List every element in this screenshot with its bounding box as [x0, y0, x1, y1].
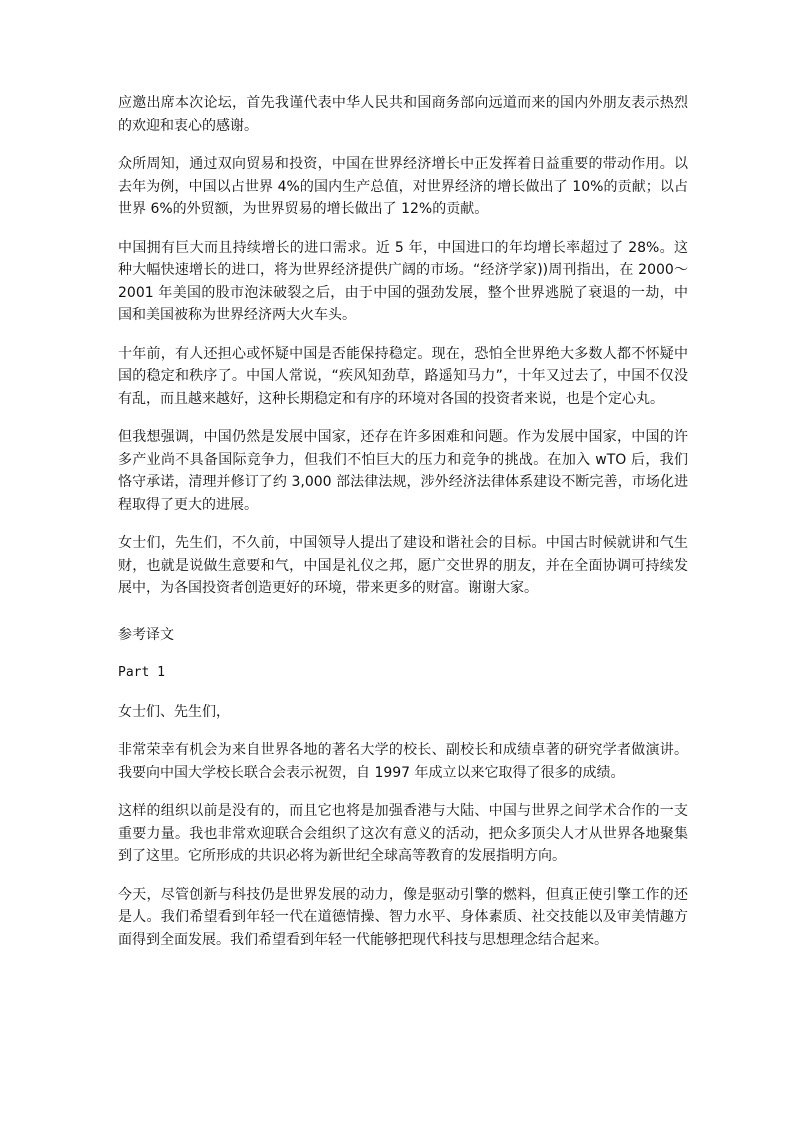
speech-paragraph-6: 女士们，先生们，不久前，中国领导人提出了建设和谐社会的目标。中国古时候就讲和气生财，也就是说做生意要和气，中国是礼仪之邦，愿广交世界的朋友，并在全面协调可持续发展中，为各国投资者创造更好的环境，带来更多的财富。谢谢大家。 [118, 535, 688, 596]
translation-paragraph-1: 非常荣幸有机会为来自世界各地的著名大学的校长、副校长和成绩卓著的研究学者做演讲。我要向中国大学校长联合会表示祝贺，自 1997 年成立以来它取得了很多的成绩。 [118, 742, 688, 781]
part-label: Part 1 [118, 665, 165, 680]
speech-paragraph-3: 中国拥有巨大而且持续增长的进口需求。近 5 年，中国进口的年均增长率超过了 28%。这种大幅快速增长的进口，将为世界经济提供广阔的市场。“经济学家))周刊指出，在 2000～2001 年美国的股市泡沫破裂之后，由于中国的强劲发展，整个世界逃脱了衰退的一劫，中国和美国被称为世界经济两大火车头。 [118, 239, 688, 323]
translation-salutation: 女士们、先生们， [118, 703, 230, 720]
document-page [118, 92, 688, 967]
speech-paragraph-4: 十年前，有人还担心或怀疑中国是否能保持稳定。现在，恐怕全世界绝大多数人都不怀疑中国的稳定和秩序了。中国人常说，“疾风知劲草，路遥知马力”，十年又过去了，中国不仅没有乱，而且越来越好，这种长期稳定和有序的环境对各国的投资者来说，也是个定心丸。 [118, 345, 688, 407]
translation-paragraph-3: 今天，尽管创新与科技仍是世界发展的动力，像是驱动引擎的燃料，但真正使引擎工作的还是人。我们希望看到年轻一代在道德情操、智力水平、身体素质、社交技能以及审美情趣方面得到全面发展。我们希望看到年轻一代能够把现代科技与思想理念结合起来。 [118, 886, 688, 948]
speech-paragraph-1: 应邀出席本次论坛，首先我谨代表中华人民共和国商务部向远道而来的国内外朋友表示热烈的欢迎和衷心的感谢。 [118, 95, 688, 134]
section-spacer [118, 616, 688, 624]
translation-heading: 参考译文 [118, 626, 174, 643]
translation-paragraph-2: 这样的组织以前是没有的，而且它也将是加强香港与大陆、中国与世界之间学术合作的一支重要力量。我也非常欢迎联合会组织了这次有意义的活动，把众多顶尖人才从世界各地聚集到了这里。它所形成的共识必将为新世纪全球高等教育的发展指明方向。 [118, 803, 688, 864]
speech-paragraph-2: 众所周知，通过双向贸易和投资，中国在世界经济增长中正发挥着日益重要的带动作用。以去年为例，中国以占世界 4%的国内生产总值，对世界经济的增长做出了 10%的贡献；以占世界 6%的外贸额，为世界贸易的增长做出了 12%的贡献。 [118, 156, 688, 217]
speech-paragraph-5: 但我想强调，中国仍然是发展中国家，还存在许多困难和问题。作为发展中国家，中国的许多产业尚不具备国际竞争力，但我们不怕巨大的压力和竞争的挑战。在加入 wTO 后，我们恪守承诺，清理并修订了约 3,000 部法律法规，涉外经济法律体系建设不断完善，市场化进程取得了更大的进展。 [118, 429, 688, 513]
